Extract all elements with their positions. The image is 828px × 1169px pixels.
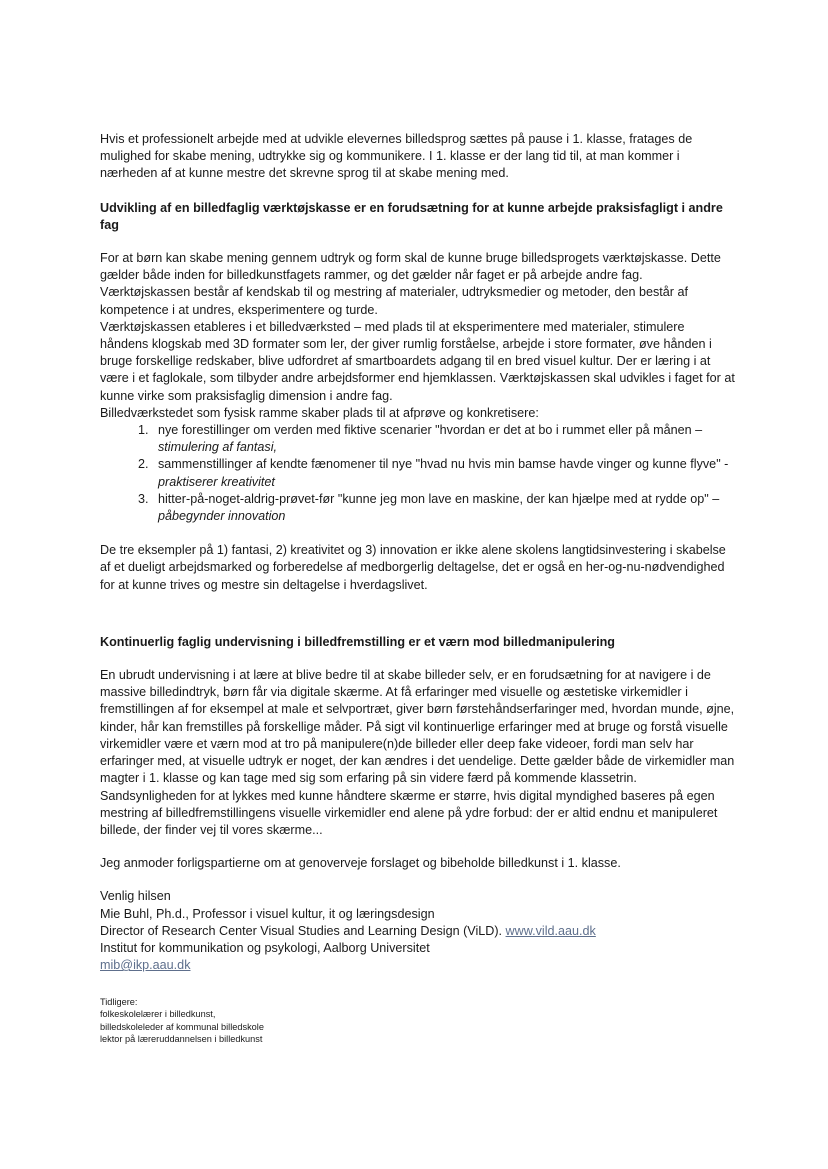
institute: Institut for kommunikation og psykologi, Aalborg Universitet bbox=[100, 940, 430, 955]
examples-list bbox=[100, 422, 736, 525]
list-item-emphasis: stimulering af fantasi, bbox=[158, 440, 277, 455]
signer-role: Director of Research Center Visual Studies and Learning Design (ViLD). bbox=[100, 923, 503, 938]
website-link[interactable]: www.vild.aau.dk bbox=[505, 923, 596, 938]
list-item-text: nye forestillinger om verden med fiktive scenarier "hvordan er det at bo i rummet eller på månen – bbox=[158, 423, 703, 438]
toolbox-paragraph-2: Værktøjskassen etableres i et billedværksted – med plads til at eksperimentere med materialer, stimulere håndens klogskab med 3D formater som ler, der giver rumlig forståelse, arbejde i store formater, øve hånden i bruge forskellige redskaber, blive udfordret af smartboardets adgang til en bred visuel kultur. Der er læring i at være i et faglokale, som tilbyder andre arbejdsformer end hjemklassen. Værktøjskassen skal udvikles i faget for at kunne virke som praksisfaglig dimension i andre fag. bbox=[100, 319, 735, 403]
list-item bbox=[152, 422, 736, 456]
list-item-text: hitter-på-noget-aldrig-prøvet-før "kunne jeg mon lave en maskine, der kan hjælpe med at rydde op" bbox=[158, 491, 713, 506]
email-line bbox=[100, 957, 736, 974]
signer-name: Mie Buhl, Ph.d., Professor i visuel kultur, it og læringsdesign bbox=[100, 906, 435, 921]
toolbox-paragraph-3: Billedværkstedet som fysisk ramme skaber plads til at afprøve og konkretisere: bbox=[100, 405, 539, 420]
email-link[interactable]: mib@ikp.aau.dk bbox=[100, 958, 191, 973]
list-item-emphasis: praktiserer kreativitet bbox=[158, 474, 275, 489]
list-item-emphasis: – påbegynder innovation bbox=[158, 491, 720, 524]
request-paragraph: Jeg anmoder forligspartierne om at genoverveje forslaget og bibeholde billedkunst i 1. klasse. bbox=[100, 856, 621, 871]
former-line: billedskoleleder af kommunal billedskole bbox=[100, 1021, 264, 1032]
intro-paragraph: Hvis et professionelt arbejde med at udvikle elevernes billedsprog sættes på pause i 1. klasse, fratages de mulighed for skabe mening, udtrykke sig og kommunikere. I 1. klasse er der lang tid til, at man kommer i nærheden af at kunne mestre det skrevne sprog til at skabe mening med. bbox=[100, 132, 693, 181]
former-positions bbox=[100, 996, 736, 1044]
manipulation-paragraph: En ubrudt undervisning i at lære at blive bedre til at skabe billeder selv, er en forudsætning for at navigere i de massive billedindtryk, børn får via digitale skærme. At få erfaringer med visuelle og æstetiske virkemidler i fremstillingen af for eksempel at male et selvportræt, giver børn førstehåndserfaringer med, hvordan munde, øjne, kinder, hår kan fremstilles på forskellige måder. På sigt vil kontinuerlige erfaringer med at bruge og forstå visuelle virkemidler være et værn mod at tro på manipulere(n)de billeder eller deep fake videoer, fordi man selv har erfaringer med, at visuelle udtryk er noget, der kan ændres i det uendelige. Dette gælder både de virkemidler man magter i 1. klasse og kan tage med sig som erfaring på sin videre færd på kommende klassetrin. Sandsynligheden for at lykkes med kunne håndtere skærme er større, hvis digital myndighed baseres på egen mestring af billedfremstillingens visuelle virkemidler end alene på ydre forbud: der er altid endnu et manipuleret billede, der finder vej til vores skærme... bbox=[100, 668, 735, 837]
section-heading-toolbox: Udvikling af en billedfaglig værktøjskasse er en forudsætning for at kunne arbejde praksisfagligt i andre fag bbox=[100, 200, 723, 232]
former-label: Tidligere: bbox=[100, 997, 138, 1008]
signer-role-line bbox=[100, 923, 736, 940]
list-item-text: sammenstillinger af kendte fænomener til nye "hvad nu hvis min bamse havde vinger og kunne flyve" - bbox=[158, 457, 729, 472]
list-item bbox=[152, 491, 736, 525]
toolbox-paragraph-4: De tre eksempler på 1) fantasi, 2) kreativitet og 3) innovation er ikke alene skolens langtidsinvestering i skabelse af et dueligt arbejdsmarked og forberedelse af medborgerlig deltagelse, det er også en her-og-nu-nødvendighed for at kunne trives og mestre sin deltagelse i hverdagslivet. bbox=[100, 543, 726, 592]
letter-body bbox=[100, 131, 736, 1045]
list-item bbox=[152, 456, 736, 490]
former-line: folkeskolelærer i billedkunst, bbox=[100, 1009, 216, 1020]
former-line: lektor på læreruddannelsen i billedkunst bbox=[100, 1033, 263, 1044]
signature-block bbox=[100, 888, 736, 974]
toolbox-paragraph-1: For at børn kan skabe mening gennem udtryk og form skal de kunne bruge billedsprogets værktøjskasse. Dette gælder både inden for billedkunstfagets rammer, og det gælder når faget er på arbejde andre fag. Værktøjskassen består af kendskab til og mestring af materialer, udtryksmedier og metoder, den består af kompetence i at undres, eksperimentere og turde. bbox=[100, 251, 721, 317]
section-heading-manipulation: Kontinuerlig faglig undervisning i billedfremstilling er et værn mod billedmanipulering bbox=[100, 634, 615, 649]
greeting: Venlig hilsen bbox=[100, 889, 171, 904]
